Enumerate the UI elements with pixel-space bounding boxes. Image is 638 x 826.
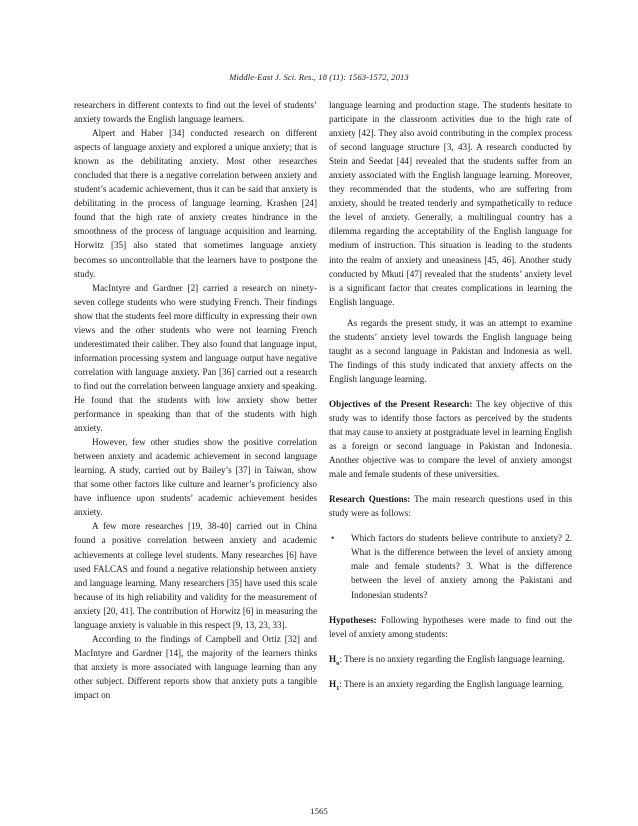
paragraph: A few more researches [19, 38-40] carried out in China found a positive correlation between anxiety and academic achievements at college level students. Many researches [6] have used FALCAS and found a negative relationship between anxiety and language learning. Many researchers [35] have used this scale because of its high reliability and validity for the measurement of anxiety [20, 41]. The contribution of Horwitz [6] in measuring the language anxiety is valuable in this respect [9, 13, 23, 33]. [74, 521, 317, 630]
paragraph: MacIntyre and Gardner [2] carried a research on ninety-seven college students who were studying French. Their findings show that the students feel more difficulty in expressing their own views and the other students who were not learning French underestimated their caliber. They also found that language input, information processing system and language output have negative correlation with language anxiety. Pan [36] carried out a research to find out the correlation between language anxiety and speaking. He found that the students with low anxiety show better performance in speaking than that of the students with high anxiety. [74, 282, 317, 434]
left-column [74, 98, 317, 702]
list-item-text: Which factors do students believe contribute to anxiety? 2. What is the difference between the level of anxiety among male and female students? 3. What is the difference between the level of anxiety among the Pakistani and Indonesian students? [351, 533, 572, 600]
hypothesis-label: $H_o$ [329, 653, 340, 667]
paragraph: According to the findings of Campbell and Ortiz [32] and MacIntyre and Gardner [14], the majority of the learners thinks that anxiety is more associated with language learning than any other subject. Different reports show that anxiety puts a tangible impact on [74, 633, 317, 700]
bullet-icon: • [331, 533, 335, 544]
section-text: Following hypotheses were made to find out the level of anxiety among students: [329, 614, 572, 639]
hypothesis-label: $H_1$ [329, 678, 340, 692]
hypothesis-text: : There is no anxiety regarding the English language learning. [339, 653, 565, 664]
paragraph: researchers in different contexts to find out the level of students’ anxiety towards the English language learners. [74, 100, 317, 125]
right-column [329, 98, 572, 691]
running-header: Middle-East J. Sci. Res., 18 (11): 1563-1572, 2013 [229, 72, 409, 82]
paragraph: Alpert and Haber [34] conducted research on different aspects of language anxiety and explored a unique anxiety; that is known as the debilitating anxiety. Most other researches concluded that there is a negative correlation between anxiety and student’s academic achievement, thus it can be said that anxiety is debilitating in the process of language learning. Krashen [24] found that the high rate of anxiety creates hindrance in the smoothness of the process of language acquisition and learning. Horwitz [35] also stated that sometimes language anxiety becomes so uncontrollable that the learners have to postpone the study. [74, 128, 317, 279]
paragraph: language learning and production stage. The students hesitate to participate in the classroom activities due to the high rate of anxiety [42]. They also avoid contributing in the complex process of second language structure [3, 43]. A research conducted by Stein and Seedat [44] revealed that the students suffer from an anxiety associated with the English language learning. Moreover, they recommended that the students, who are suffering from anxiety, should be treated tenderly and sympathetically to reduce the level of anxiety. Generally, a multilingual country has a dilemma regarding the acceptability of the English language for medium of instruction. This situation is leading to the students into the realm of anxiety and uneasiness [45, 46]. Another study conducted by Mkuti [47] revealed that the students’ anxiety level is a significant factor that creates complications in learning the English language. [329, 100, 572, 307]
paragraph: As regards the present study, it was an attempt to examine the students’ anxiety level towards the English language being taught as a second language in Pakistan and Indonesia as well. The findings of this study indicated that anxiety affects on the English language learning. [329, 317, 572, 384]
hypothesis-h1 [329, 677, 572, 691]
section-heading: Hypotheses: [329, 614, 377, 625]
hypothesis-h0 [329, 652, 572, 666]
section-text: The main research questions used in this study were as follows: [329, 494, 573, 519]
section-heading: Research Questions: [329, 494, 411, 505]
section-text: The key objective of this study was to identify those factors as perceived by the students that may cause to anxiety at postgraduate level in learning English as a foreign or second language in Pakistan and Indonesia. Another objective was to compare the level of anxiety amongst male and female students of these universities. [329, 398, 572, 480]
page-number: 1565 [310, 806, 328, 816]
hypothesis-text: : There is an anxiety regarding the English language learning. [339, 678, 565, 689]
hypotheses-section [329, 613, 572, 641]
section-heading: Objectives of the Present Research: [329, 398, 473, 409]
objectives-section [329, 397, 572, 481]
paragraph: However, few other studies show the positive correlation between anxiety and academic achievement in second language learning. A study, carried out by Bailey’s [37] in Taiwan, show that some other factors like culture and learner’s proficiency also have influence upon students’ academic achievement besides anxiety. [74, 437, 317, 518]
research-question-list-item [329, 531, 572, 601]
research-questions-section [329, 492, 572, 520]
